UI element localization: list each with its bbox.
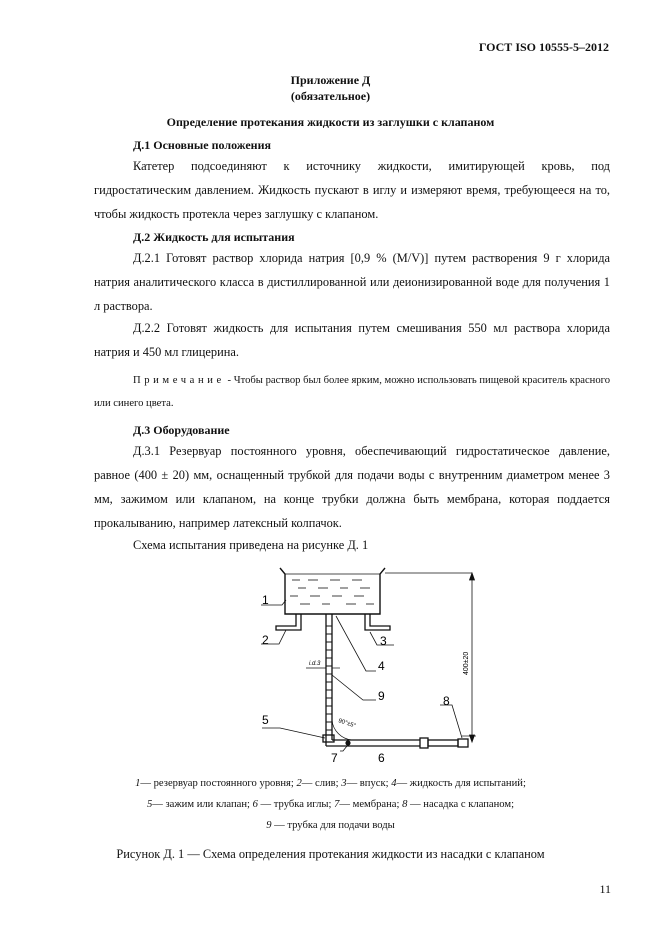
figure-caption: Рисунок Д. 1 — Схема определения протекания жидкости из насадки с клапаном: [116, 847, 545, 861]
scheme-reference: Схема испытания приведена на рисунке Д. 1: [133, 538, 369, 552]
drain-pipe: [276, 614, 301, 630]
standard-number: ГОСТ ISO 10555-5–2012: [478, 40, 609, 54]
appendix-heading: [0, 72, 661, 104]
legend-text: — насадка с клапаном;: [407, 799, 515, 810]
legend-text: — зажим или клапан;: [152, 799, 253, 810]
note-label: Примечание: [133, 375, 225, 386]
height-dimension: [470, 573, 475, 742]
page-number: 11: [599, 882, 611, 896]
legend-text: — мембрана;: [339, 799, 403, 810]
legend-line-3: [0, 815, 661, 836]
callout-1: 1: [262, 593, 269, 607]
callout-7: 7: [331, 751, 338, 765]
legend-num: 7: [334, 799, 340, 810]
section-title: Определение протекания жидкости из заглушки с клапаном: [166, 115, 495, 129]
callout-4: 4: [378, 659, 385, 673]
legend-text: — жидкость для испытаний;: [396, 778, 526, 789]
test-scheme-figure: [0, 560, 661, 770]
callout-8: 8: [443, 694, 450, 708]
appendix-status: (обязательное): [290, 89, 371, 103]
d3-heading: Д.3 Оборудование: [133, 423, 230, 437]
note: [94, 369, 610, 415]
legend-num: 5: [146, 799, 153, 810]
legend-num: 6: [252, 799, 258, 810]
legend-num: 4: [391, 778, 397, 789]
legend-line-1: [0, 773, 661, 794]
membrane: [345, 740, 350, 745]
legend-text: — резервуар постоянного уровня;: [140, 778, 297, 789]
d1-heading: Д.1 Основные положения: [133, 138, 271, 152]
callout-2: 2: [262, 633, 269, 647]
legend-num: 3: [341, 778, 347, 789]
needle-tube: [326, 740, 420, 746]
reservoir: [280, 568, 472, 614]
d1-paragraph: Катетер подсоединяют к источнику жидкости, имитирующей кровь, под гидростатическим давлением. Жидкость пускают в иглу и измеряют время, требующееся на то, чтобы жидкость протекла через заглушку с клапаном.: [94, 159, 610, 221]
legend-text: — трубка для подачи воды: [271, 820, 395, 831]
callout-6: 6: [378, 751, 385, 765]
height-label: 400±20: [463, 651, 470, 675]
legend-num: 2: [296, 778, 302, 789]
d3-1-paragraph: Д.3.1 Резервуар постоянного уровня, обеспечивающий гидростатическое давление, равное (400 ± 20) мм, оснащенный трубкой для подачи воды с внутренним диаметром менее 3 мм, зажимом или клапаном, на конце трубки должна быть мембрана, которая поддается прокалыванию, например латексный колпачок.: [94, 444, 610, 530]
d2-2-paragraph: Д.2.2 Готовят жидкость для испытания путем смешивания 550 мл раствора хлорида натрия и 450 мл глицерина.: [94, 321, 610, 359]
diameter-label: i.d.3: [309, 661, 321, 667]
appendix-title: Приложение Д: [290, 73, 371, 87]
callout-5: 5: [262, 713, 269, 727]
inlet-pipe: [365, 614, 390, 630]
supply-tube-ticks: [326, 626, 332, 730]
legend-line-2: [0, 794, 661, 815]
callout-leaders: [261, 600, 462, 751]
legend-num: 1: [135, 778, 141, 789]
valve-adapter: [420, 736, 476, 748]
legend-num: 9: [266, 820, 272, 831]
legend-text: — трубка иглы;: [257, 799, 335, 810]
callout-9: 9: [378, 689, 385, 703]
angle-label: 90°±5°: [337, 718, 357, 730]
legend-text: — впуск;: [346, 778, 392, 789]
callout-3: 3: [380, 634, 387, 648]
liquid-hatching: [290, 580, 374, 604]
legend-num: 8: [402, 799, 408, 810]
d2-heading: Д.2 Жидкость для испытания: [133, 230, 295, 244]
d2-1-paragraph: Д.2.1 Готовят раствор хлорида натрия [0,9 % (M/V)] путем растворения 9 г хлорида натрия аналитического класса в дистиллированной или деионизированной воде для получения 1 л раствора.: [94, 251, 610, 313]
note-text: - Чтобы раствор был более ярким, можно использовать пищевой краситель красного или синего цвета.: [94, 375, 610, 409]
legend-text: — слив;: [301, 778, 342, 789]
